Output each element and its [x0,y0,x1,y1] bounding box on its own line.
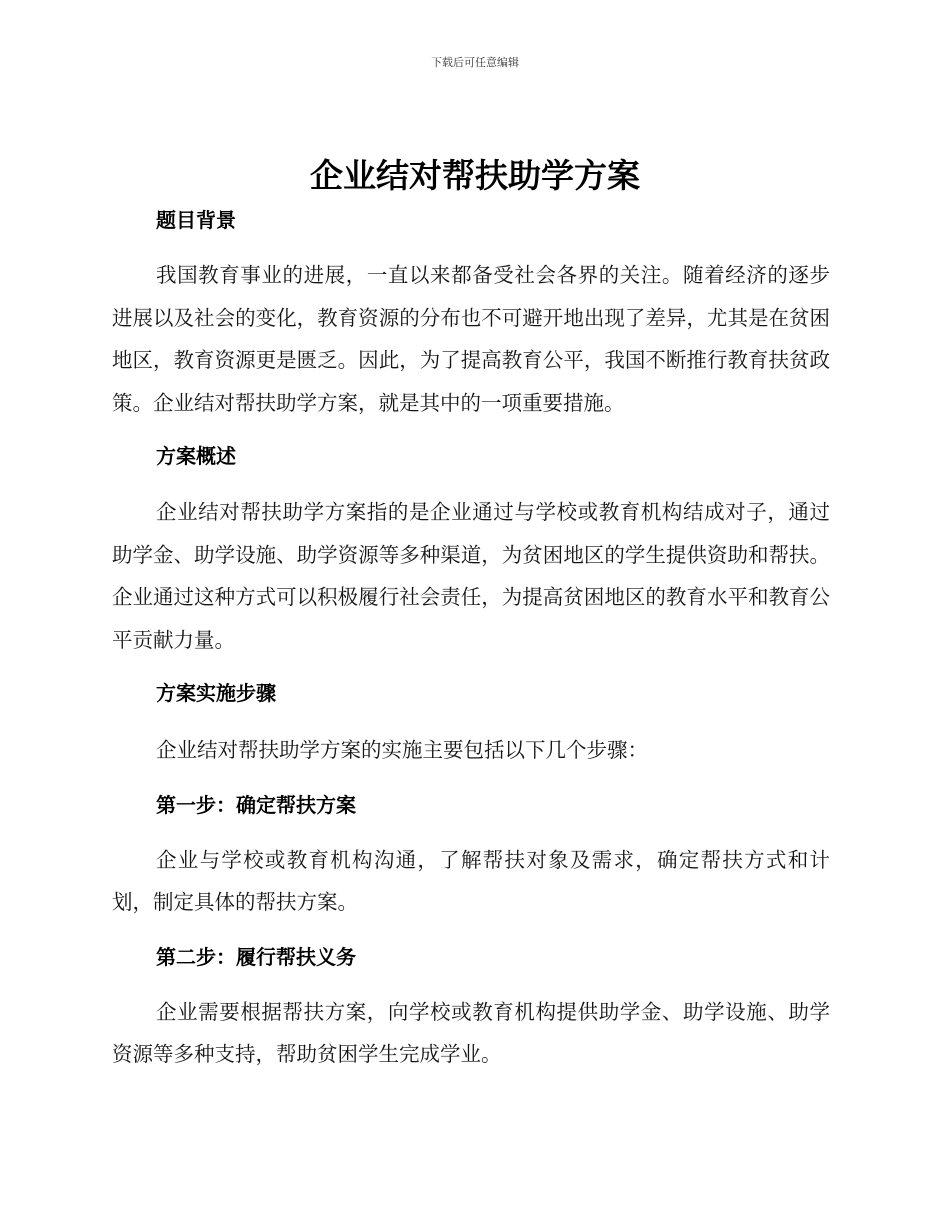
section-text-step2: 企业需要根据帮扶方案，向学校或教育机构提供助学金、助学设施、助学资源等多种支持，帮助贫困学生完成学业。 [112,999,830,1066]
section-heading-background: 题目背景 [156,208,236,232]
document-title: 企业结对帮扶助学方案 [310,156,640,195]
section-heading-steps: 方案实施步骤 [156,681,276,705]
document-body [112,202,830,1076]
section-heading-step2: 第二步：履行帮扶义务 [156,944,356,969]
section-heading-step1: 第一步：确定帮扶方案 [156,792,356,817]
section-text-overview: 企业结对帮扶助学方案指的是企业通过与学校或教育机构结成对子，通过助学金、助学设施、助学资源等多种渠道，为贫困地区的学生提供资助和帮扶。企业通过这种方式可以积极履行社会责任，为提高贫困地区的教育水平和教育公平贡献力量。 [112,500,830,652]
section-text-step1: 企业与学校或教育机构沟通，了解帮扶对象及需求，确定帮扶方式和计划，制定具体的帮扶方案。 [112,847,830,914]
section-text-steps: 企业结对帮扶助学方案的实施主要包括以下几个步骤： [156,738,648,762]
header-note: 下载后可任意编辑 [431,56,519,69]
section-text-background: 我国教育事业的进展，一直以来都备受社会各界的关注。随着经济的逐步进展以及社会的变化，教育资源的分布也不可避开地出现了差异，尤其是在贫困地区，教育资源更是匮乏。因此，为了提高教育公平，我国不断推行教育扶贫政策。企业结对帮扶助学方案，就是其中的一项重要措施。 [112,263,830,415]
section-heading-overview: 方案概述 [156,444,236,468]
